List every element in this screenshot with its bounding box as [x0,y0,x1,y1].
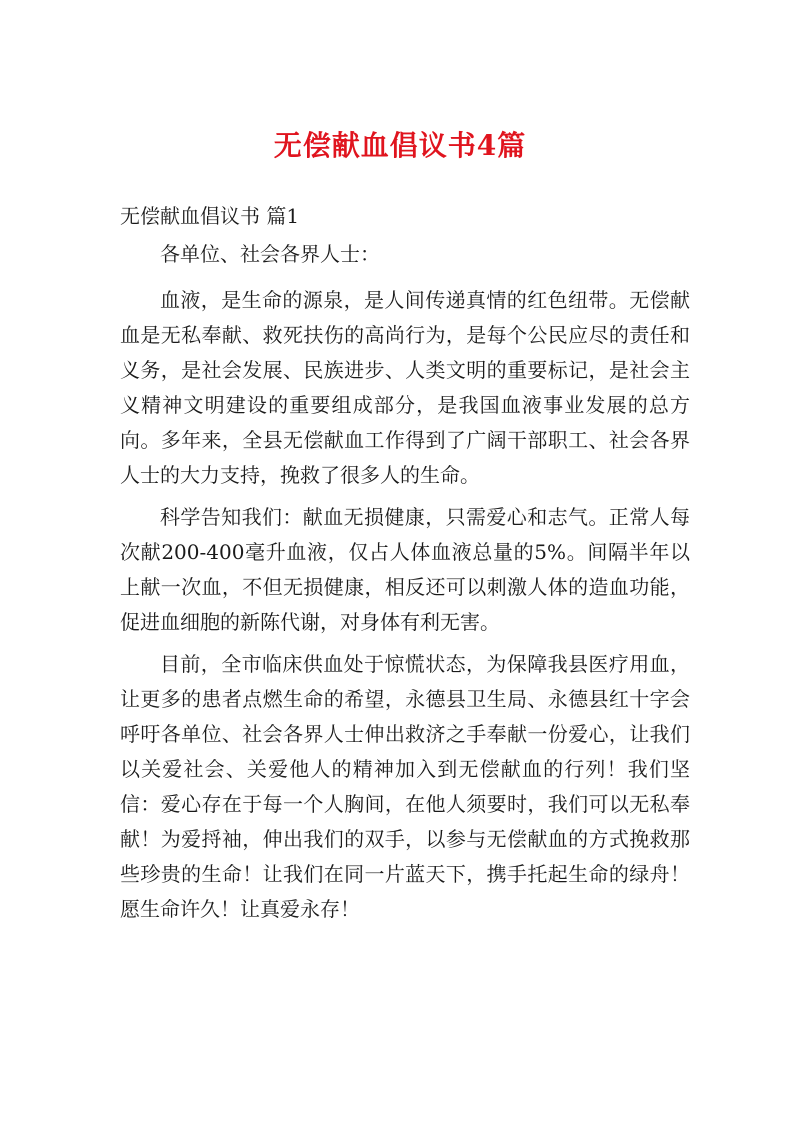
document-body [120,237,690,934]
paragraph-appeal: 目前，全市临床供血处于惊慌状态，为保障我县医疗用血，让更多的患者点燃生命的希望，永德县卫生局、永德县红十字会呼吁各单位、社会各界人士伸出救济之手奉献一份爱心，让我们以关爱社会、关爱他人的精神加入到无偿献血的行列！我们坚信：爱心存在于每一个人胸间，在他人须要时，我们可以无私奉献！为爱捋袖，伸出我们的双手，以参与无偿献血的方式挽救那些珍贵的生命！让我们在同一片蓝天下，携手托起生命的绿舟！愿生命许久！让真爱永存！ [120,652,690,921]
paragraph-blood-significance: 血液，是生命的源泉，是人间传递真情的红色纽带。无偿献血是无私奉献、救死扶伤的高尚行为，是每个公民应尽的责任和义务，是社会发展、民族进步、人类文明的重要标记，是社会主义精神文明建设的重要组成部分，是我国血液事业发展的总方向。多年来，全县无偿献血工作得到了广阔干部职工、社会各界人士的大力支持，挽救了很多人的生命。 [120,288,690,487]
paragraph-science-facts: 科学告知我们：献血无损健康，只需爱心和志气。正常人每次献200-400毫升血液，仅占人体血液总量的5%。间隔半年以上献一次血，不但无损健康，相反还可以刺激人体的造血功能，促进血细胞的新陈代谢，对身体有利无害。 [120,505,690,634]
salutation: 各单位、社会各界人士： [160,242,380,266]
section-heading: 无偿献血倡议书 篇1 [120,204,300,228]
document-title: 无偿献血倡议书4篇 [273,129,527,162]
